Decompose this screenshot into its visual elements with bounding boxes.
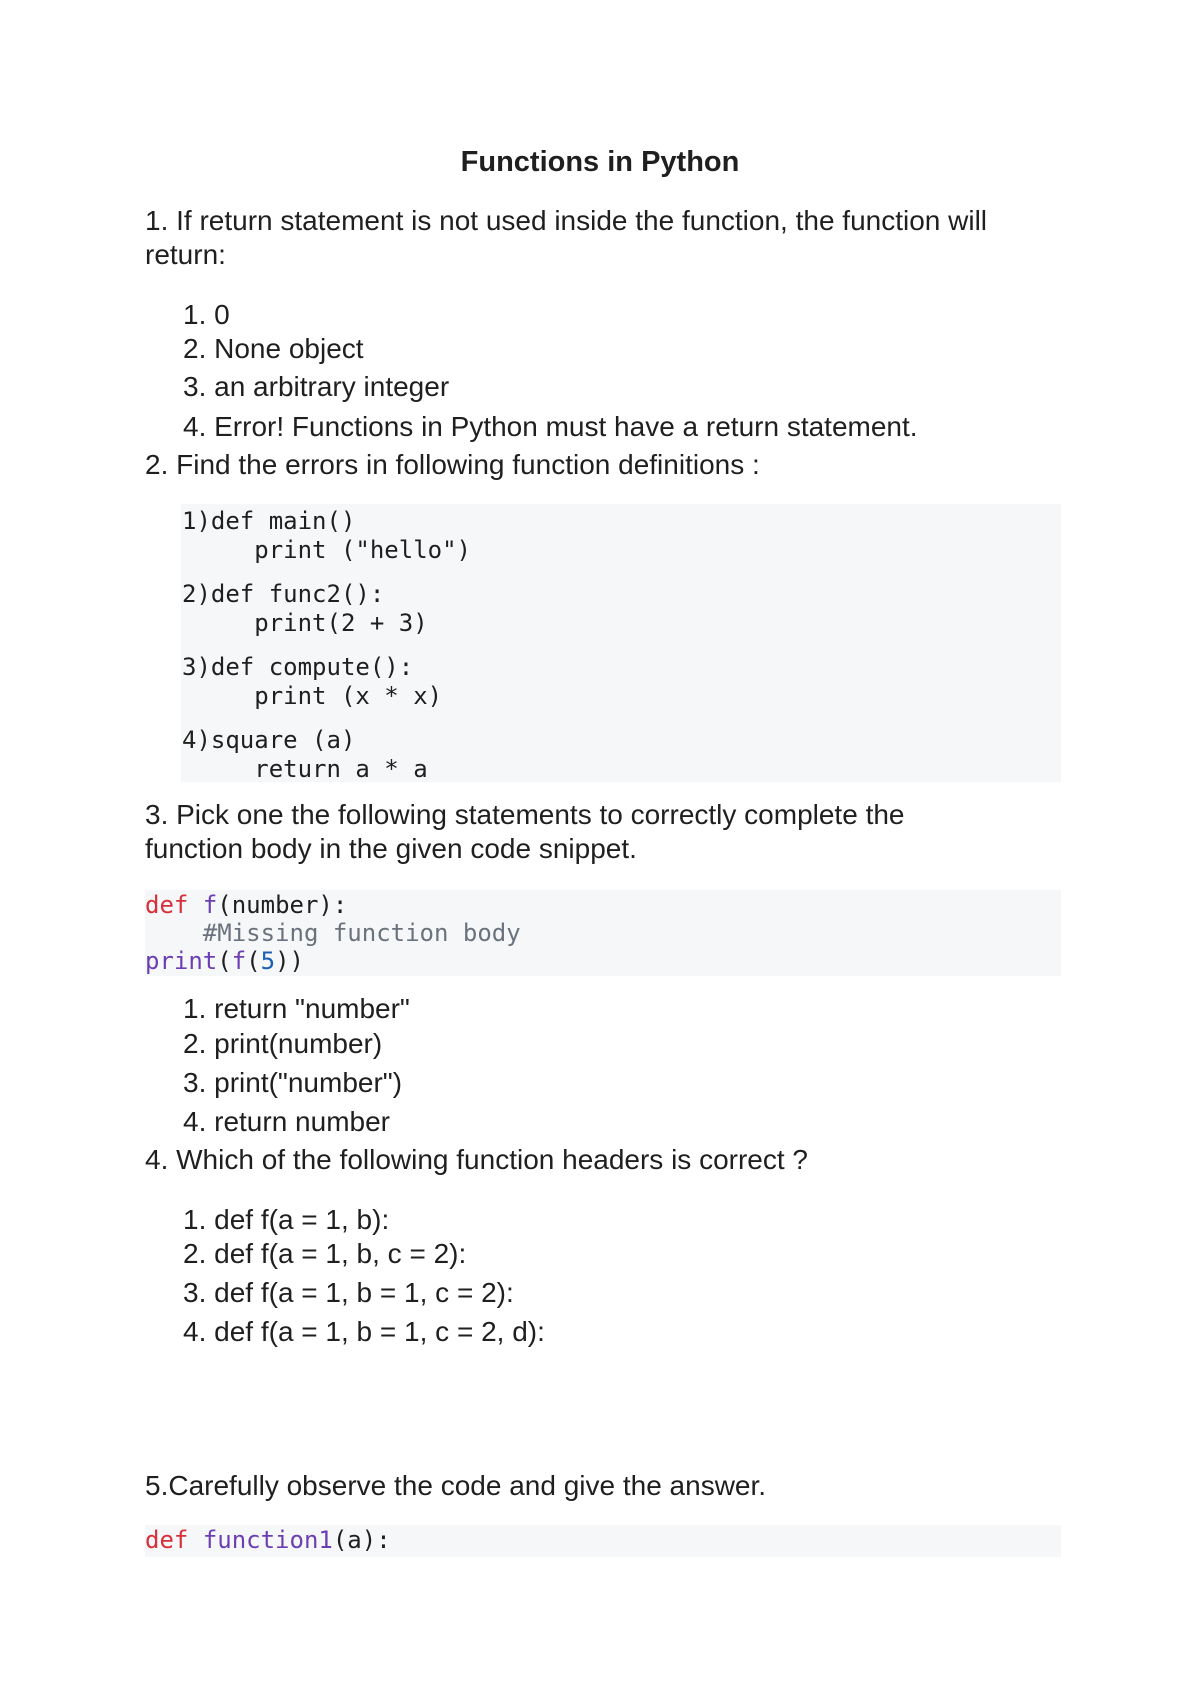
- q4-option-3: 3. def f(a = 1, b = 1, c = 2):: [183, 1277, 514, 1308]
- q1-option-3: 3. an arbitrary integer: [183, 371, 450, 402]
- q2-code-block: [181, 504, 1061, 782]
- question-5-text: 5.Carefully observe the code and give the answer.: [145, 1470, 767, 1501]
- q1-option-1: 1. 0: [183, 299, 230, 330]
- q4-option-4: 4. def f(a = 1, b = 1, c = 2, d):: [183, 1316, 545, 1347]
- code-text: (: [246, 947, 261, 975]
- code-text: (number):: [217, 891, 348, 919]
- code-text: (a):: [332, 1526, 391, 1554]
- code-text: (: [217, 947, 232, 975]
- q2-code-line: 4)square (a): [182, 726, 356, 754]
- q3-code-block: [145, 890, 1061, 976]
- q3-code-line-3: [145, 947, 304, 976]
- code-function-name: function1: [202, 1526, 333, 1554]
- q2-code-line: 1)def main(): [182, 507, 356, 535]
- q5-code-line: [145, 1526, 391, 1555]
- code-number: 5: [260, 947, 276, 975]
- code-function-name: f: [231, 947, 247, 975]
- question-4-text: 4. Which of the following function headers is correct ?: [145, 1144, 809, 1175]
- q2-code-line: print (x * x): [182, 682, 443, 710]
- code-text: )): [275, 947, 304, 975]
- q3-code-line-1: [145, 891, 347, 920]
- q2-code-line: 2)def func2():: [182, 580, 385, 608]
- code-function-name: print: [145, 947, 218, 975]
- q2-code-line: 3)def compute():: [182, 653, 414, 681]
- q4-option-1: 1. def f(a = 1, b):: [183, 1204, 390, 1235]
- question-1-text: 1. If return statement is not used inside the function, the function will return:: [145, 205, 988, 270]
- q3-code-comment: #Missing function body: [145, 919, 521, 947]
- q4-option-2: 2. def f(a = 1, b, c = 2):: [183, 1238, 467, 1269]
- code-keyword: def: [145, 891, 189, 919]
- code-keyword: def: [145, 1526, 189, 1554]
- q5-code-block: [145, 1525, 1061, 1557]
- q1-option-4: 4. Error! Functions in Python must have a return statement.: [183, 411, 918, 442]
- question-3-text: 3. Pick one the following statements to correctly complete the function body in the given code snippet.: [145, 799, 905, 864]
- question-2-text: 2. Find the errors in following function definitions :: [145, 449, 760, 480]
- q2-code-line: return a * a: [182, 755, 428, 783]
- q3-option-3: 3. print("number"): [183, 1067, 403, 1098]
- q3-option-2: 2. print(number): [183, 1028, 383, 1059]
- page-title: Functions in Python: [460, 146, 740, 178]
- q2-code-line: print ("hello"): [182, 536, 471, 564]
- q3-option-4: 4. return number: [183, 1106, 390, 1137]
- q1-option-2: 2. None object: [183, 333, 364, 364]
- q3-option-1: 1. return "number": [183, 993, 410, 1024]
- code-function-name: f: [202, 891, 218, 919]
- q2-code-line: print(2 + 3): [182, 609, 428, 637]
